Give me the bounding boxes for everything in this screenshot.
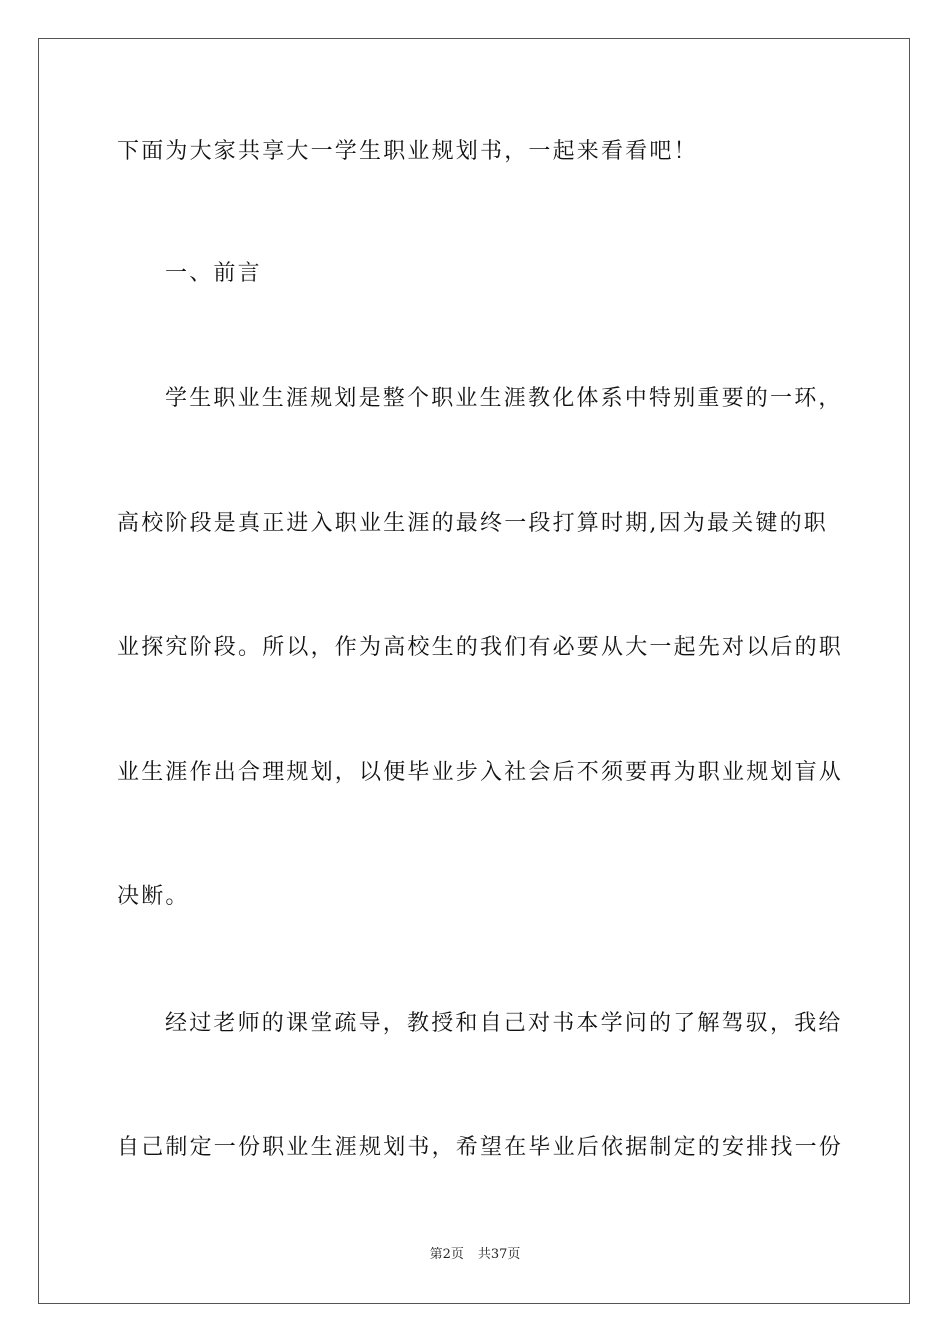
intro-text: 下面为大家共享大一学生职业规划书，一起来看看吧！ xyxy=(117,139,698,164)
section-heading: 一、前言 xyxy=(165,261,262,286)
paragraph-line: 决断。 xyxy=(117,884,190,909)
paragraph-line: 经过老师的课堂疏导，教授和自己对书本学问的了解驾驭，我给 xyxy=(165,1011,843,1036)
paragraph-line: 学生职业生涯规划是整个职业生涯教化体系中特别重要的一环， xyxy=(165,386,843,411)
page-total: 共37页 xyxy=(477,1247,521,1262)
page-number: 第2页 xyxy=(429,1247,464,1262)
page-footer xyxy=(0,1246,950,1264)
paragraph-line: 自己制定一份职业生涯规划书，希望在毕业后依据制定的安排找一份 xyxy=(117,1135,844,1160)
paragraph-line: 高校阶段是真正进入职业生涯的最终一段打算时期,因为最关键的职 xyxy=(117,511,828,536)
paragraph-line: 业探究阶段。所以，作为高校生的我们有必要从大一起先对以后的职 xyxy=(117,635,844,660)
paragraph-line: 业生涯作出合理规划，以便毕业步入社会后不须要再为职业规划盲从 xyxy=(117,760,844,785)
page-frame xyxy=(38,38,910,1304)
